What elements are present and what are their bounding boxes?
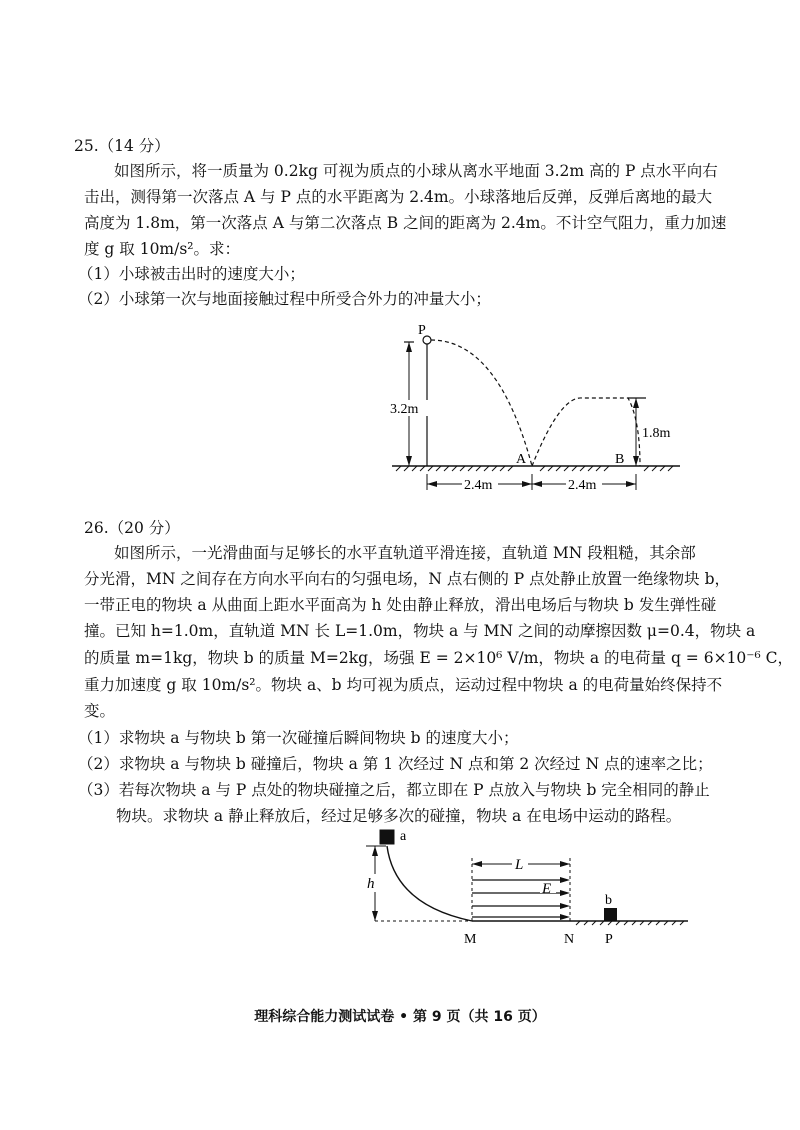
q25-item-1: （1）小球被击出时的速度大小； — [78, 265, 305, 283]
block-b — [604, 908, 617, 921]
q26-number: 26.（20 分） — [84, 519, 180, 537]
rebound-label: 1.8m — [642, 426, 671, 441]
q26-item-1: （1）求物块 a 与物块 b 第一次碰撞后瞬间物块 b 的速度大小； — [78, 729, 519, 747]
curved-slope — [387, 846, 472, 921]
label-p-26: P — [605, 932, 613, 947]
label-n: N — [564, 932, 575, 947]
label-a: A — [516, 452, 527, 467]
label-l: L — [515, 857, 524, 873]
label-p: P — [418, 323, 426, 338]
distance-1-label: 2.4m — [464, 478, 493, 493]
q26-item-3-cont: 物块。求物块 a 静止释放后，经过足够多次的碰撞，物块 a 在电场中运动的路程。 — [116, 807, 682, 825]
label-h: h — [367, 876, 375, 892]
q26-figure — [360, 826, 700, 956]
q25-text-line-3: 高度为 1.8m，第一次落点 A 与第二次落点 B 之间的距离为 2.4m。不计空气阻力，重力加速 — [84, 214, 727, 232]
height-label: 3.2m — [390, 402, 419, 417]
trajectory-1 — [431, 340, 532, 466]
q25-item-2: （2）小球第一次与地面接触过程中所受合外力的冲量大小； — [78, 290, 491, 308]
label-block-a: a — [400, 829, 407, 844]
q25-text-line-2: 击出，测得第一次落点 A 与 P 点的水平距离为 2.4m。小球落地后反弹，反弹后离地的最大 — [84, 188, 713, 206]
ground — [392, 466, 680, 471]
label-b: B — [615, 452, 625, 467]
q26-text-line-5: 的质量 m=1kg，物块 b 的质量 M=2kg，场强 E = 2×10⁶ V/m，物块 a 的电荷量 q = 6×10⁻⁶ C， — [84, 649, 793, 667]
q26-item-3: （3）若每次物块 a 与 P 点处的物块碰撞之后，都立即在 P 点放入与物块 b 完全相同的静止 — [78, 781, 710, 799]
q26-item-2: （2）求物块 a 与物块 b 碰撞后，物块 a 第 1 次经过 N 点和第 2 次经过 N 点的速率之比； — [78, 755, 713, 773]
q26-text-line-7: 变。 — [84, 702, 116, 720]
page-footer: 理科综合能力测试试卷 • 第 9 页（共 16 页） — [254, 1009, 546, 1025]
q26-text-line-4: 撞。已知 h=1.0m，直轨道 MN 长 L=1.0m，物块 a 与 MN 之间的动摩擦因数 μ=0.4，物块 a — [84, 622, 756, 640]
q25-figure — [380, 318, 700, 498]
q26-text-line-3: 一带正电的物块 a 从曲面上距水平面高为 h 处由静止释放，滑出电场后与物块 b 发生弹性碰 — [84, 596, 717, 614]
label-block-b: b — [605, 893, 612, 908]
q25-text-line-4: 度 g 取 10m/s²。求： — [84, 240, 241, 258]
q26-text-line-1: 如图所示，一光滑曲面与足够长的水平直轨道平滑连接，直轨道 MN 段粗糙，其余部 — [114, 544, 696, 562]
q25-text-line-1: 如图所示，将一质量为 0.2kg 可视为质点的小球从离水平地面 3.2m 高的 P 点水平向右 — [114, 162, 718, 180]
block-a — [380, 830, 394, 844]
distance-2-label: 2.4m — [568, 478, 597, 493]
q26-text-line-6: 重力加速度 g 取 10m/s²。物块 a、b 均可视为质点，运动过程中物块 a 的电荷量始终保持不 — [84, 676, 723, 694]
label-e: E — [542, 881, 552, 897]
q25-number: 25.（14 分） — [74, 137, 170, 155]
q26-text-line-2: 分光滑，MN 之间存在方向水平向右的匀强电场，N 点右侧的 P 点处静止放置一绝缘物块 b， — [84, 570, 730, 588]
label-m: M — [464, 932, 477, 947]
